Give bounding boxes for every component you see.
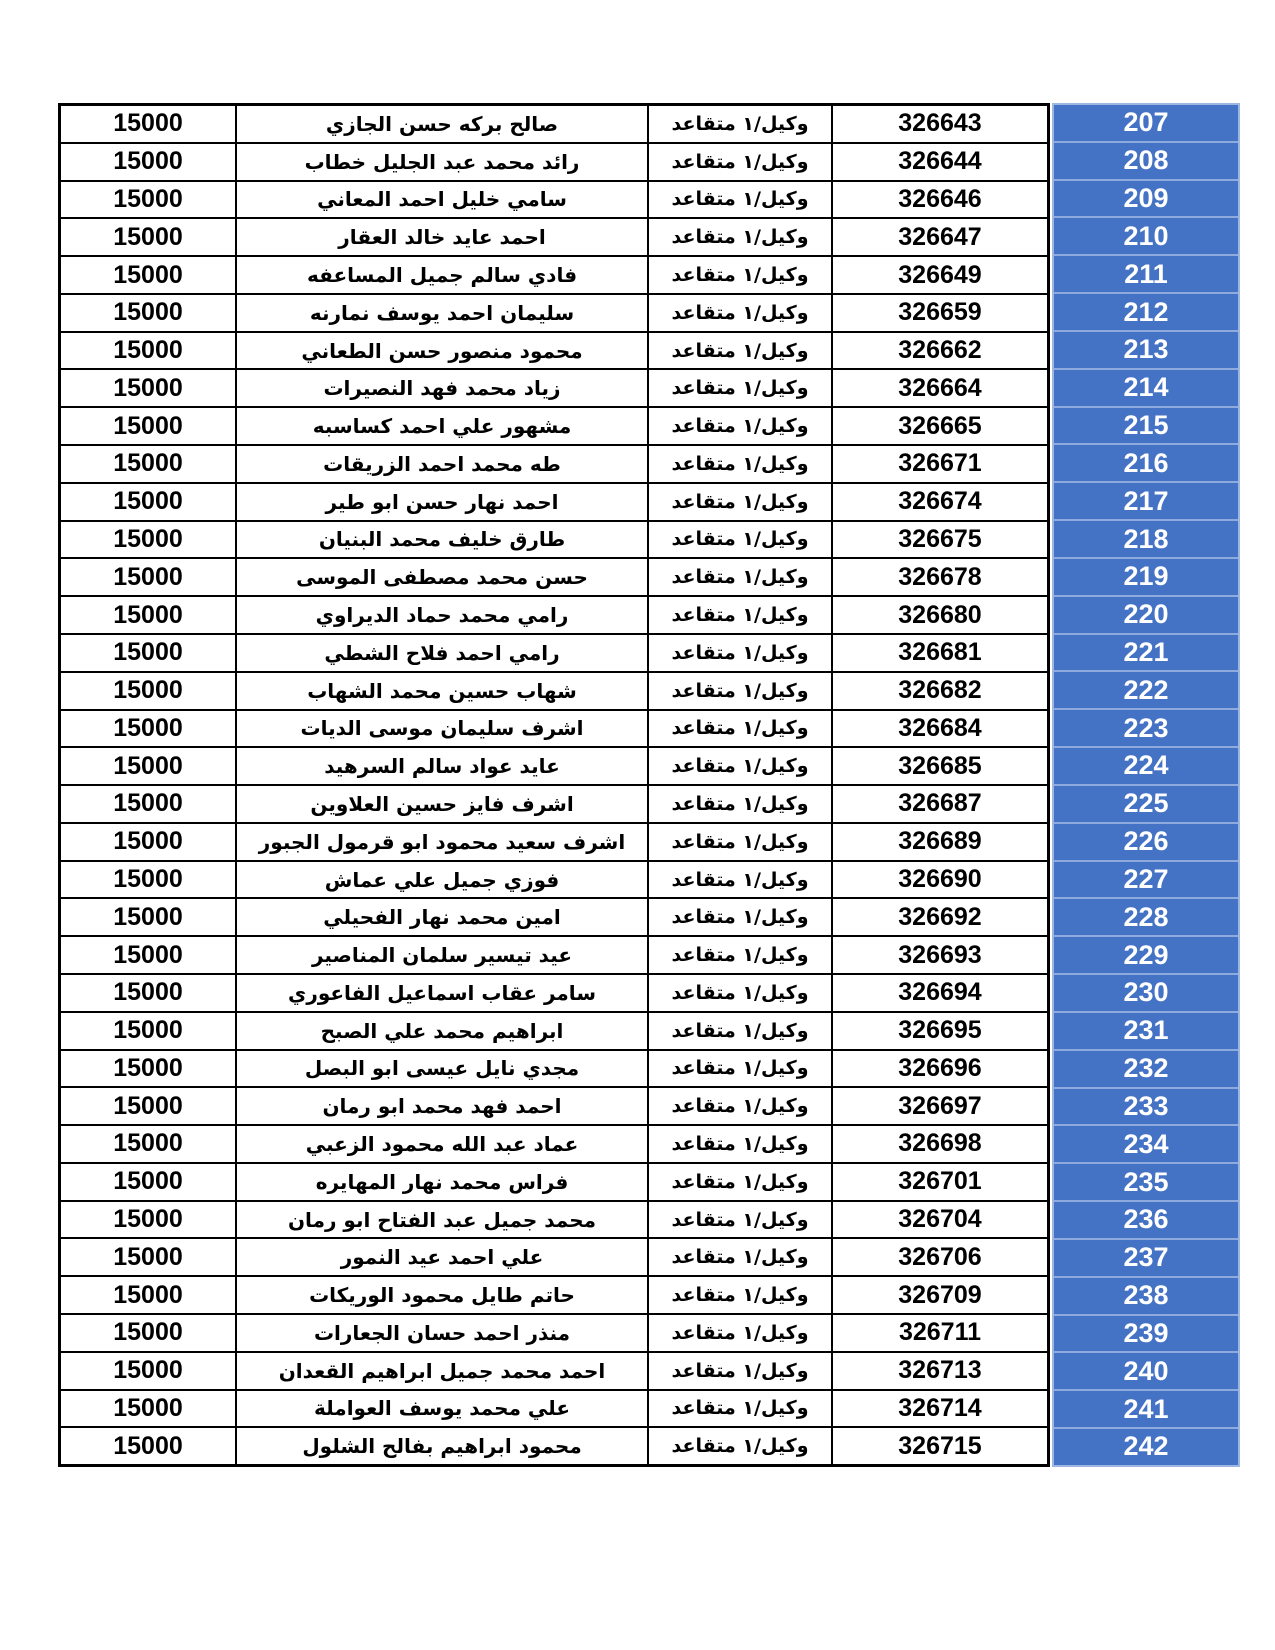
table-row [61,333,1047,371]
id-cell: 326714 [898,1393,982,1422]
rank-cell: وكيل/١ متقاعد [649,862,833,898]
name-cell: فوزي جميل علي عماش [237,862,649,898]
serial-cell: 223 [1054,710,1238,748]
serial-cell: 232 [1054,1051,1238,1089]
table-row [61,522,1047,560]
name-cell: عايد عواد سالم السرهيد [237,748,649,784]
amount-cell: 15000 [61,937,237,973]
table-row [61,1202,1047,1240]
amount-cell: 15000 [61,333,237,369]
table-row [61,1239,1047,1277]
table-row [61,1315,1047,1353]
serial-cell: 238 [1054,1278,1238,1316]
id-cell: 326697 [898,1091,982,1120]
name-cell: اشرف فايز حسين العلاوين [237,786,649,822]
rank-cell: وكيل/١ متقاعد [649,295,833,331]
name-cell: سامر عقاب اسماعيل الفاعوري [237,975,649,1011]
amount-cell: 15000 [61,786,237,822]
name-cell: حسن محمد مصطفى الموسى [237,559,649,595]
id-cell: 326685 [898,751,982,780]
table-row [61,899,1047,937]
name-cell: عماد عبد الله محمود الزعبي [237,1126,649,1162]
table-row [61,711,1047,749]
table-row [61,1126,1047,1164]
rank-cell: وكيل/١ متقاعد [649,975,833,1011]
name-cell: طارق خليف محمد البنيان [237,522,649,558]
serial-cell: 241 [1054,1391,1238,1429]
rank-cell: وكيل/١ متقاعد [649,597,833,633]
id-cell: 326689 [898,827,982,856]
rank-cell: وكيل/١ متقاعد [649,1126,833,1162]
name-cell: محمود منصور حسن الطعاني [237,333,649,369]
amount-cell: 15000 [61,1239,237,1275]
serial-cell: 240 [1054,1353,1238,1391]
table-row [61,673,1047,711]
table-row [61,1391,1047,1429]
serial-cell: 222 [1054,672,1238,710]
amount-cell: 15000 [61,1353,237,1389]
name-cell: علي محمد يوسف العواملة [237,1391,649,1427]
table-row [61,295,1047,333]
serial-cell: 210 [1054,218,1238,256]
amount-cell: 15000 [61,1013,237,1049]
id-cell: 326684 [898,713,982,742]
amount-cell: 15000 [61,446,237,482]
name-cell: سامي خليل احمد المعاني [237,182,649,218]
rank-cell: وكيل/١ متقاعد [649,1315,833,1351]
id-cell: 326647 [898,222,982,251]
table-row [61,1353,1047,1391]
amount-cell: 15000 [61,1164,237,1200]
table-row [61,862,1047,900]
id-cell: 326687 [898,789,982,818]
id-cell: 326664 [898,373,982,402]
serial-cell: 229 [1054,937,1238,975]
table-row [61,937,1047,975]
name-cell: حاتم طايل محمود الوريكات [237,1277,649,1313]
serial-cell: 209 [1054,181,1238,219]
serial-cell: 211 [1054,256,1238,294]
amount-cell: 15000 [61,182,237,218]
amount-cell: 15000 [61,295,237,331]
table-row [61,408,1047,446]
amount-cell: 15000 [61,370,237,406]
amount-cell: 15000 [61,144,237,180]
table-row [61,446,1047,484]
amount-cell: 15000 [61,1277,237,1313]
serial-cell: 225 [1054,786,1238,824]
table-row [61,370,1047,408]
id-cell: 326678 [898,562,982,591]
rank-cell: وكيل/١ متقاعد [649,144,833,180]
amount-cell: 15000 [61,862,237,898]
serial-cell: 214 [1054,370,1238,408]
name-cell: علي احمد عيد النمور [237,1239,649,1275]
amount-cell: 15000 [61,1202,237,1238]
serial-cell: 219 [1054,559,1238,597]
id-cell: 326662 [898,336,982,365]
table-row [61,144,1047,182]
serial-cell: 226 [1054,824,1238,862]
amount-cell: 15000 [61,635,237,671]
table-row [61,975,1047,1013]
name-cell: شهاب حسين محمد الشهاب [237,673,649,709]
id-cell: 326713 [898,1356,982,1385]
table-row [61,635,1047,673]
id-cell: 326682 [898,676,982,705]
name-cell: محمود ابراهيم بفالح الشلول [237,1428,649,1464]
rank-cell: وكيل/١ متقاعد [649,899,833,935]
name-cell: زياد محمد فهد النصيرات [237,370,649,406]
amount-cell: 15000 [61,1391,237,1427]
serial-cell: 237 [1054,1240,1238,1278]
id-cell: 326694 [898,978,982,1007]
name-cell: احمد فهد محمد ابو رمان [237,1088,649,1124]
rank-cell: وكيل/١ متقاعد [649,219,833,255]
rank-cell: وكيل/١ متقاعد [649,1013,833,1049]
name-cell: صالح بركه حسن الجازي [237,106,649,142]
name-cell: مجدي نايل عيسى ابو البصل [237,1051,649,1087]
rank-cell: وكيل/١ متقاعد [649,748,833,784]
id-cell: 326674 [898,487,982,516]
serial-cell: 224 [1054,748,1238,786]
amount-cell: 15000 [61,1088,237,1124]
table-grid [58,103,1050,1467]
name-cell: طه محمد احمد الزريقات [237,446,649,482]
amount-cell: 15000 [61,484,237,520]
name-cell: احمد عايد خالد العقار [237,219,649,255]
table-row [61,257,1047,295]
serial-cell: 236 [1054,1202,1238,1240]
table-row [61,786,1047,824]
rank-cell: وكيل/١ متقاعد [649,1164,833,1200]
amount-cell: 15000 [61,597,237,633]
name-cell: محمد جميل عبد الفتاح ابو رمان [237,1202,649,1238]
table-row [61,1164,1047,1202]
id-cell: 326643 [898,109,982,138]
id-cell: 326681 [898,638,982,667]
id-cell: 326649 [898,260,982,289]
serial-cell: 235 [1054,1164,1238,1202]
amount-cell: 15000 [61,824,237,860]
name-cell: سليمان احمد يوسف نمارنه [237,295,649,331]
amount-cell: 15000 [61,1428,237,1464]
amount-cell: 15000 [61,522,237,558]
rank-cell: وكيل/١ متقاعد [649,106,833,142]
rank-cell: وكيل/١ متقاعد [649,1428,833,1464]
name-cell: منذر احمد حسان الجعارات [237,1315,649,1351]
rank-cell: وكيل/١ متقاعد [649,446,833,482]
id-cell: 326692 [898,902,982,931]
rank-cell: وكيل/١ متقاعد [649,408,833,444]
rank-cell: وكيل/١ متقاعد [649,1391,833,1427]
table-row [61,1088,1047,1126]
rank-cell: وكيل/١ متقاعد [649,824,833,860]
id-cell: 326659 [898,298,982,327]
rank-cell: وكيل/١ متقاعد [649,1051,833,1087]
serial-cell: 207 [1054,105,1238,143]
name-cell: احمد نهار حسن ابو طير [237,484,649,520]
table-row [61,484,1047,522]
id-cell: 326690 [898,865,982,894]
serial-cell: 228 [1054,899,1238,937]
serial-cell: 212 [1054,294,1238,332]
table-row [61,559,1047,597]
table-row [61,1051,1047,1089]
rank-cell: وكيل/١ متقاعد [649,182,833,218]
id-cell: 326695 [898,1016,982,1045]
name-cell: اشرف سليمان موسى الديات [237,711,649,747]
id-cell: 326665 [898,411,982,440]
table-row [61,219,1047,257]
serial-cell: 221 [1054,635,1238,673]
serial-cell: 230 [1054,975,1238,1013]
table-row [61,1013,1047,1051]
name-cell: احمد محمد جميل ابراهيم القعدان [237,1353,649,1389]
serial-cell: 215 [1054,408,1238,446]
id-cell: 326644 [898,147,982,176]
rank-cell: وكيل/١ متقاعد [649,484,833,520]
pension-table [58,103,1240,1467]
amount-cell: 15000 [61,673,237,709]
amount-cell: 15000 [61,975,237,1011]
name-cell: عيد تيسير سلمان المناصير [237,937,649,973]
name-cell: رائد محمد عبد الجليل خطاب [237,144,649,180]
name-cell: رامي احمد فلاح الشطي [237,635,649,671]
id-cell: 326693 [898,940,982,969]
id-cell: 326671 [898,449,982,478]
rank-cell: وكيل/١ متقاعد [649,1353,833,1389]
id-cell: 326696 [898,1053,982,1082]
rank-cell: وكيل/١ متقاعد [649,1202,833,1238]
id-cell: 326706 [898,1242,982,1271]
serial-cell: 233 [1054,1089,1238,1127]
serial-cell: 213 [1054,332,1238,370]
id-cell: 326711 [898,1318,982,1347]
serial-cell: 217 [1054,483,1238,521]
amount-cell: 15000 [61,1315,237,1351]
serial-number-column [1052,103,1240,1467]
rank-cell: وكيل/١ متقاعد [649,1239,833,1275]
amount-cell: 15000 [61,257,237,293]
rank-cell: وكيل/١ متقاعد [649,370,833,406]
table-row [61,106,1047,144]
amount-cell: 15000 [61,408,237,444]
id-cell: 326709 [898,1280,982,1309]
id-cell: 326675 [898,524,982,553]
id-cell: 326715 [898,1431,982,1460]
rank-cell: وكيل/١ متقاعد [649,711,833,747]
rank-cell: وكيل/١ متقاعد [649,1088,833,1124]
name-cell: مشهور علي احمد كساسبه [237,408,649,444]
amount-cell: 15000 [61,106,237,142]
table-row [61,1277,1047,1315]
id-cell: 326704 [898,1205,982,1234]
table-row [61,597,1047,635]
amount-cell: 15000 [61,1126,237,1162]
rank-cell: وكيل/١ متقاعد [649,559,833,595]
id-cell: 326646 [898,184,982,213]
serial-cell: 242 [1123,1431,1169,1462]
rank-cell: وكيل/١ متقاعد [649,257,833,293]
serial-cell: 220 [1054,597,1238,635]
rank-cell: وكيل/١ متقاعد [649,937,833,973]
id-cell: 326680 [898,600,982,629]
id-cell: 326698 [898,1129,982,1158]
serial-cell: 218 [1054,521,1238,559]
amount-cell: 15000 [61,899,237,935]
serial-cell: 234 [1054,1126,1238,1164]
rank-cell: وكيل/١ متقاعد [649,333,833,369]
serial-cell: 216 [1054,445,1238,483]
amount-cell: 15000 [61,748,237,784]
table-row [61,748,1047,786]
amount-cell: 15000 [61,219,237,255]
name-cell: رامي محمد حماد الديراوي [237,597,649,633]
serial-cell: 239 [1054,1316,1238,1354]
name-cell: ابراهيم محمد علي الصبح [237,1013,649,1049]
rank-cell: وكيل/١ متقاعد [649,673,833,709]
serial-cell: 208 [1054,143,1238,181]
name-cell: فراس محمد نهار المهايره [237,1164,649,1200]
name-cell: فادي سالم جميل المساعفه [237,257,649,293]
table-row [61,824,1047,862]
amount-cell: 15000 [61,711,237,747]
amount-cell: 15000 [61,559,237,595]
name-cell: امين محمد نهار الفحيلي [237,899,649,935]
id-cell: 326701 [898,1167,982,1196]
table-row [61,182,1047,220]
serial-cell: 227 [1054,862,1238,900]
rank-cell: وكيل/١ متقاعد [649,1277,833,1313]
name-cell: اشرف سعيد محمود ابو قرمول الجبور [237,824,649,860]
amount-cell: 15000 [61,1051,237,1087]
rank-cell: وكيل/١ متقاعد [649,786,833,822]
rank-cell: وكيل/١ متقاعد [649,522,833,558]
rank-cell: وكيل/١ متقاعد [649,635,833,671]
table-row [61,1428,1047,1464]
serial-cell: 231 [1054,1013,1238,1051]
